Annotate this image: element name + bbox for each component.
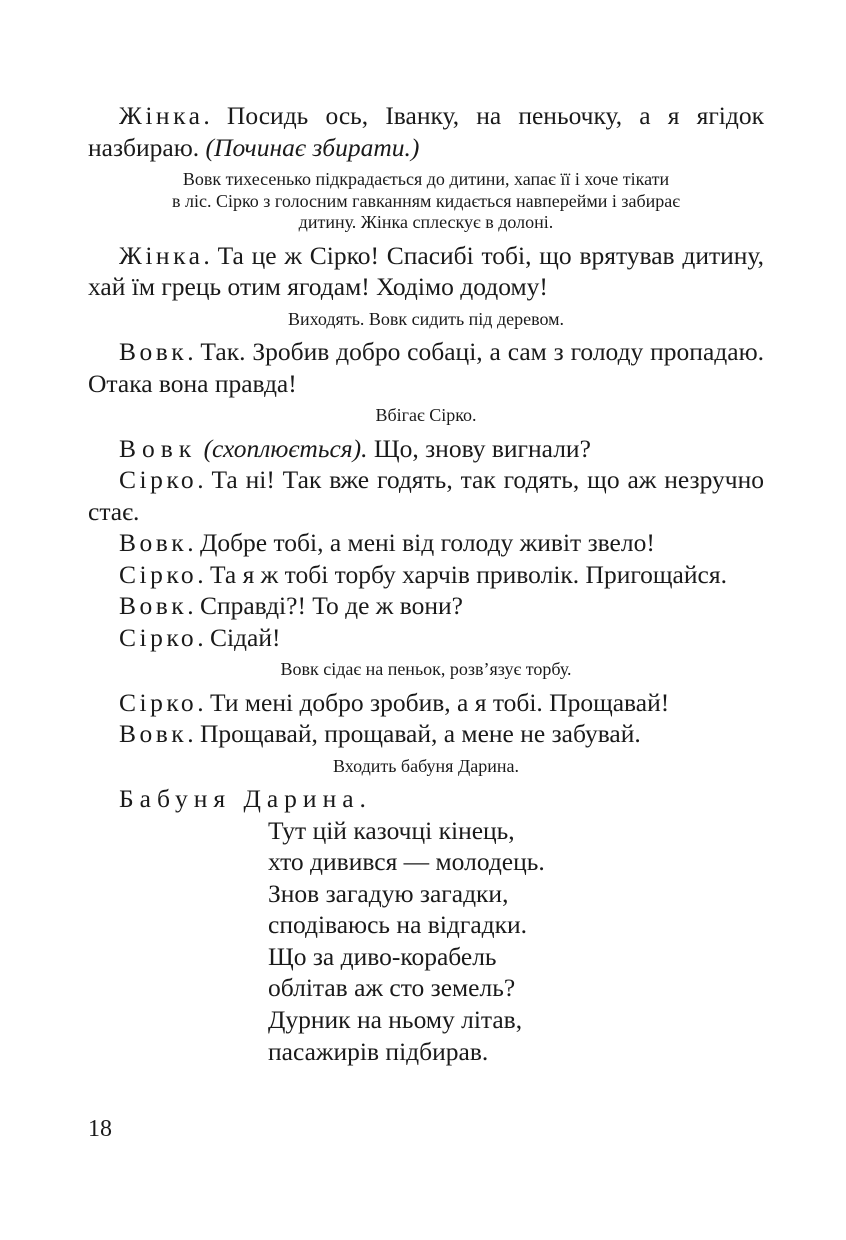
dialogue-line [88,433,764,465]
stage-direction [88,405,764,427]
verse-line: Знов загадую загадки, [268,878,509,908]
speaker-name: Вовк [119,337,188,366]
line-text: . Та це ж Сірко! Спасибі тобі, що врятував дитину, хай їм грець отим ягодам! Ходімо додому! [88,240,764,301]
verse-line: пасажирів підбирав. [268,1036,489,1066]
stage-direction [88,756,764,778]
dialogue-line [88,783,764,815]
line-text: . Добре тобі, а мені від голоду живіт звело! [187,528,655,557]
line-text: Що, знову вигнали? [367,433,591,463]
stage-line: Вовк сідає на пеньок, розв’язує торбу. [280,659,572,679]
speaker-name: Сірко [119,559,198,589]
speaker-name: Сірко [119,622,198,652]
speaker-name: Вовк [119,591,188,620]
verse [88,815,764,1068]
line-text: . Справді?! То де ж вони? [187,591,463,620]
speaker-name: Вовк [119,528,188,557]
dialogue-line [88,336,764,399]
stage-direction [88,309,764,331]
line-text: . [359,784,372,813]
speaker-name: Сірко [119,687,198,717]
stage-remark: (схоплюється). [203,433,368,463]
page-body [88,100,764,1067]
dialogue-line [88,100,764,163]
stage-remark: (Починає збирати.) [205,132,420,162]
dialogue-line [88,622,764,654]
verse-line: Тут цій казочці кінець, [268,815,515,845]
line-text: . Посидь ось, Іванку, на пеньочку, а я ягідок назбираю. [88,101,764,162]
speaker-name: Жінка [119,240,204,270]
speaker-name: Жінка [119,101,204,130]
line-text: . Так. Зробив добро собаці, а сам з голоду пропадаю. Отака вона правда! [88,337,764,398]
page-number: 18 [88,1116,112,1142]
dialogue-line [88,464,764,527]
speaker-name: Вовк [119,719,188,748]
dialogue-line [88,687,764,719]
line-text: . Та я ж тобі торбу харчів приволік. Пригощайся. [197,559,727,589]
verse-line: облітав аж сто земель? [268,973,516,1003]
stage-line: дитину. Жінка сплескує в долоні. [298,212,554,232]
dialogue-line [88,527,764,559]
line-text: . Прощавай, прощавай, а мене не забувай. [187,719,641,748]
dialogue-line [88,590,764,622]
stage-direction [88,659,764,681]
line-text: . Ти мені добро зробив, а я тобі. Прощавай! [197,687,670,717]
verse-line: хто дивився — молодець. [268,847,545,877]
verse-line: Дурник на ньому літав, [268,1005,523,1035]
speaker-name: Вовк [119,433,198,463]
dialogue-line [88,559,764,591]
speaker-name: Сірко [119,465,198,494]
stage-line: Входить бабуня Дарина. [333,755,519,776]
dialogue-line [88,240,764,303]
speaker-name: Бабуня Дарина [119,784,360,813]
verse-line: Що за диво-корабель [268,941,497,971]
stage-line: Виходять. Вовк сидить під деревом. [287,308,565,329]
stage-line: Вбігає Сірко. [375,405,477,425]
verse-line: сподіваюсь на відгадки. [268,910,528,940]
stage-line: Вовк тихесенько підкрадається до дитини, хапає її і хоче тікати [182,169,670,189]
line-text: . Та ні! Так вже годять, так годять, що аж незручно стає. [88,465,764,526]
stage-direction [88,169,764,234]
line-text: . Сідай! [197,622,281,652]
dialogue-line [88,718,764,750]
stage-line: в ліс. Сірко з голосним гавканням кидається навперейми і забирає [171,190,681,211]
